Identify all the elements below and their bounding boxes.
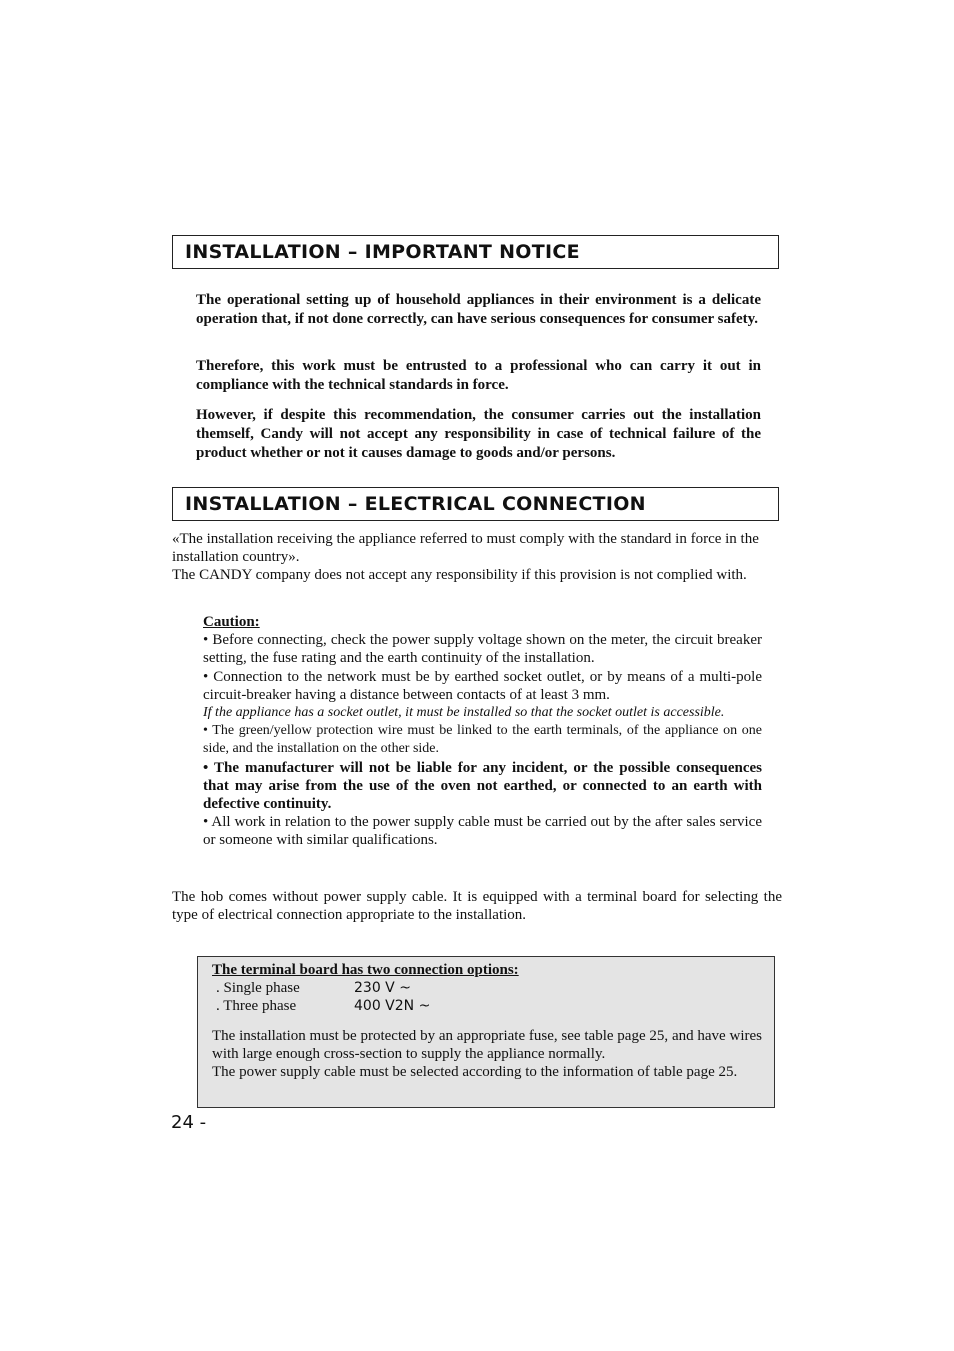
caution-note: If the appliance has a socket outlet, it must be installed so that the socket outlet is accessible. bbox=[203, 705, 725, 721]
caution-item: • Before connecting, check the power supply voltage shown on the meter, the circuit breaker setting, the fuse rating and the earth continuity of the installation. bbox=[203, 632, 762, 667]
page-number: 24 - bbox=[171, 1112, 207, 1133]
caution-title: Caution: bbox=[203, 614, 260, 630]
connection-option bbox=[212, 979, 762, 997]
terminal-box-paragraph: The power supply cable must be selected according to the information of table page 25. bbox=[212, 1064, 738, 1081]
terminal-board-box bbox=[197, 956, 775, 1108]
option-value: 400 V2N ~ bbox=[354, 998, 431, 1015]
option-label: . Three phase bbox=[216, 998, 297, 1015]
intro-paragraph: The CANDY company does not accept any responsibility if this provision is not complied with. bbox=[172, 567, 747, 583]
intro-paragraph: «The installation receiving the appliance referred to must comply with the standard in force in the installation country». bbox=[172, 531, 759, 565]
caution-warning: • The manufacturer will not be liable for any incident, or the possible consequences that may arise from the use of the oven not earthed, or connected to an earth with defective continuity. bbox=[203, 759, 762, 813]
option-label: . Single phase bbox=[216, 980, 300, 997]
notice-paragraph: However, if despite this recommendation, the consumer carries out the installation themself, Candy will not accept any responsibility in case of technical failure of the product whether or not it causes damage to goods and/or persons. bbox=[196, 407, 761, 461]
connection-option bbox=[212, 997, 762, 1015]
terminal-box-title: The terminal board has two connection options: bbox=[212, 962, 519, 978]
option-value: 230 V ~ bbox=[354, 980, 411, 997]
hob-description: The hob comes without power supply cable. It is equipped with a terminal board for selecting the type of electrical connection appropriate to the installation. bbox=[172, 889, 782, 923]
section-heading-electrical-connection: INSTALLATION – ELECTRICAL CONNECTION bbox=[172, 487, 779, 521]
notice-paragraph: The operational setting up of household appliances in their environment is a delicate operation that, if not done correctly, can have serious consequences for consumer safety. bbox=[196, 292, 761, 327]
caution-item: • Connection to the network must be by earthed socket outlet, or by means of a multi-pole circuit-breaker having a distance between contacts of at least 3 mm. bbox=[203, 668, 762, 703]
terminal-box-paragraph: The installation must be protected by an appropriate fuse, see table page 25, and have wires with large enough cross-section to supply the appliance normally. bbox=[212, 1027, 762, 1062]
caution-item: • The green/yellow protection wire must be linked to the earth terminals, of the appliance on one side, and the installation on the other side. bbox=[203, 723, 762, 757]
caution-block bbox=[203, 613, 762, 850]
section-heading-important-notice: INSTALLATION – IMPORTANT NOTICE bbox=[172, 235, 779, 269]
notice-paragraph: Therefore, this work must be entrusted to a professional who can carry it out in compliance with the technical standards in force. bbox=[196, 358, 761, 393]
caution-item: • All work in relation to the power supply cable must be carried out by the after sales service or someone with similar qualifications. bbox=[203, 814, 762, 849]
